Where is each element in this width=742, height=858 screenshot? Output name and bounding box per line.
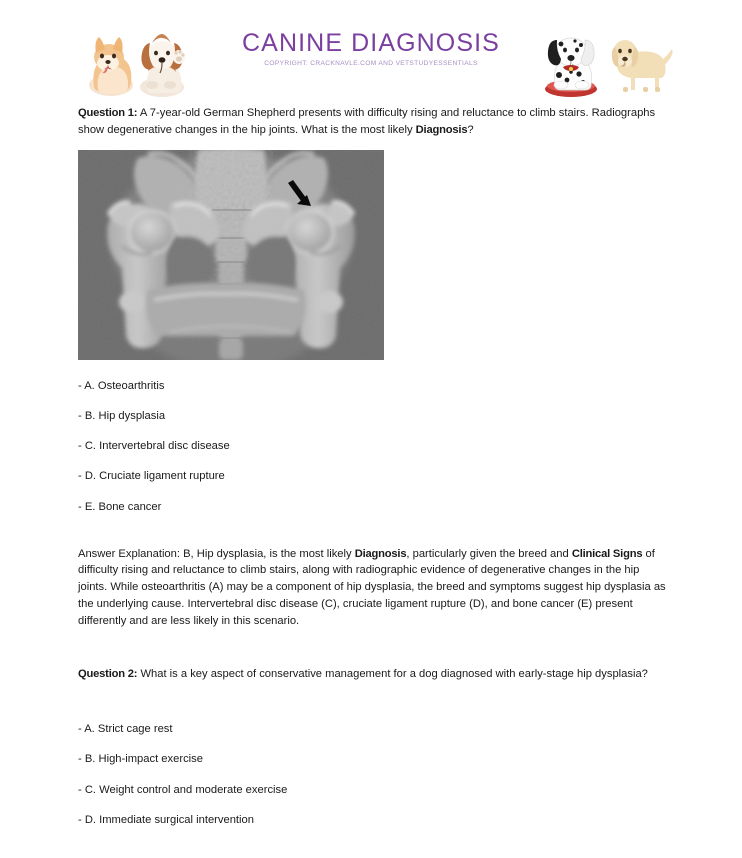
option-item[interactable]: - A. Osteoarthritis bbox=[78, 379, 165, 392]
option-item[interactable]: - C. Weight control and moderate exercise bbox=[78, 783, 288, 796]
explanation-bold-diagnosis: Diagnosis bbox=[354, 547, 407, 560]
option-item[interactable]: - D. Immediate surgical intervention bbox=[78, 813, 254, 826]
explanation-part3: of difficulty rising and reluctance to climb stairs, along with radiographic evidence of degenerative changes in the hip joints. While osteoarthritis (A) may be a component of hip dysplasia, the breed and symptoms suggest hip dysplasia as the underlying cause. Intervertebral disc disease (C), cruciate ligament rupture (D), and bone cancer (E) present differently and are less likely in this scenario. bbox=[78, 547, 666, 627]
option-item[interactable]: - D. Cruciate ligament rupture bbox=[78, 470, 225, 483]
question-2-options bbox=[78, 721, 666, 828]
question-2-label: Question 2: bbox=[78, 668, 138, 681]
right-dog-illustrations bbox=[537, 27, 682, 99]
option-item[interactable]: - B. Hip dysplasia bbox=[78, 409, 166, 422]
answer-explanation bbox=[78, 546, 666, 630]
labrador-dog-illustration bbox=[612, 40, 673, 92]
option-item[interactable]: - E. Bone cancer bbox=[78, 500, 162, 513]
copyright-line: COPYRIGHT: CRACKNAVLE.COM AND VETSTUDYESSENTIALS bbox=[264, 60, 478, 68]
explanation-bold-clinical-signs: Clinical Signs bbox=[571, 547, 643, 560]
explanation-part2: , particularly given the breed and bbox=[406, 547, 572, 560]
option-item[interactable]: - C. Intervertebral disc disease bbox=[78, 440, 230, 453]
page-title: CANINE DIAGNOSIS bbox=[242, 29, 500, 57]
question-2-text bbox=[78, 666, 666, 683]
document-content bbox=[78, 105, 666, 842]
question-2-body: What is a key aspect of conservative management for a dog diagnosed with early-stage hip dysplasia? bbox=[137, 668, 648, 681]
option-item[interactable]: - B. High-impact exercise bbox=[78, 753, 203, 766]
question-1-body-part2: ? bbox=[467, 123, 474, 136]
explanation-part1: Answer Explanation: B, Hip dysplasia, is the most likely bbox=[78, 547, 355, 560]
hip-radiograph-figure bbox=[78, 150, 384, 360]
option-item[interactable]: - A. Strict cage rest bbox=[78, 723, 173, 736]
dalmatian-dog-illustration bbox=[545, 38, 597, 97]
question-1-body-part1: A 7-year-old German Shepherd presents with difficulty rising and reluctance to climb stairs. Radiographs show degenerative changes in the hip joints. What is the most likely bbox=[78, 107, 656, 136]
question-1-text bbox=[78, 105, 666, 139]
question-1-bold-term: Diagnosis bbox=[415, 123, 468, 136]
question-1-label: Question 1: bbox=[78, 107, 138, 119]
question-1-options bbox=[78, 378, 666, 515]
page-header bbox=[0, 0, 742, 96]
